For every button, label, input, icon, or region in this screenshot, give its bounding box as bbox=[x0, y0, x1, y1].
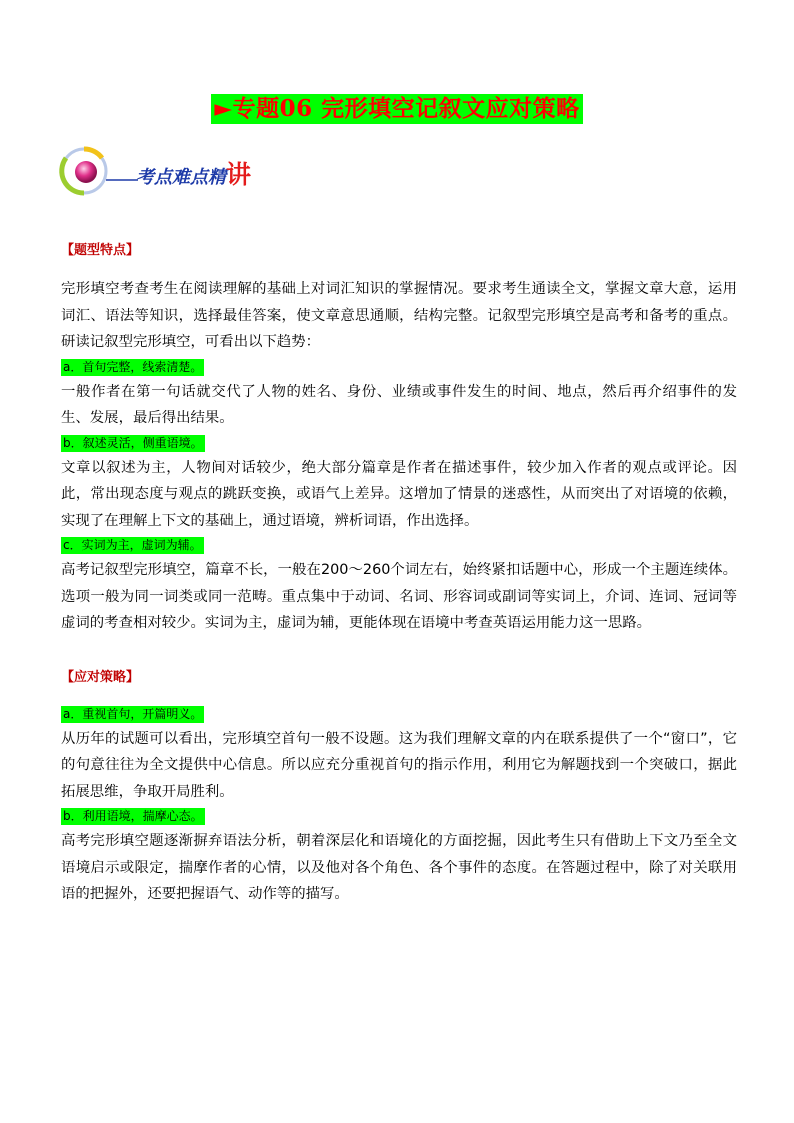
strategies-item-a bbox=[61, 703, 737, 806]
item-label: a．首句完整，线索清楚。 bbox=[63, 359, 203, 374]
page-title: ►专题06 完形填空记叙文应对策略 bbox=[211, 94, 582, 124]
content bbox=[61, 240, 737, 908]
section-banner bbox=[58, 146, 288, 196]
item-text: 高考完形填空题逐渐摒弃语法分析，朝着深层化和语境化的方面挖掘，因此考生只有借助上下文乃至全文语境启示或限定，揣摩作者的心情，以及他对各个角色、各个事件的态度。在答题过程中，除了对关联用语的把握外，还要把握语气、动作等的描写。 bbox=[61, 833, 737, 902]
item-label: c．实词为主，虚词为辅。 bbox=[63, 538, 202, 552]
features-item-a bbox=[61, 356, 737, 432]
banner-big-char: 讲 bbox=[226, 160, 252, 189]
strategies-item-b bbox=[61, 805, 737, 908]
features-item-b bbox=[61, 432, 737, 535]
item-label: b．利用语境，揣摩心态。 bbox=[63, 809, 203, 823]
item-text: 高考记叙型完形填空，篇章不长，一般在200～260个词左右，始终紧扣话题中心，形成一个主题连续体。选项一般为同一词类或同一范畴。重点集中于动词、名词、形容词或副词等实词上，介词、连词、冠词等虚词的考查相对较少。实词为主，虚词为辅，更能体现在语境中考查英语运用能力这一思路。 bbox=[61, 562, 737, 631]
section-heading-features: 【题型特点】 bbox=[61, 243, 140, 258]
features-intro: 完形填空考查考生在阅读理解的基础上对词汇知识的掌握情况。要求考生通读全文，掌握文章大意，运用词汇、语法等知识，选择最佳答案，使文章意思通顺，结构完整。记叙型完形填空是高考和备考的重点。研读记叙型完形填空，可看出以下趋势： bbox=[61, 281, 737, 350]
item-text: 从历年的试题可以看出，完形填空首句一般不设题。这为我们理解文章的内在联系提供了一个“窗口”，它的句意往往为全文提供中心信息。所以应充分重视首句的指示作用，利用它为解题找到一个突破口，据此拓展思维，争取开局胜利。 bbox=[61, 730, 737, 800]
banner-text bbox=[136, 155, 251, 191]
banner-circle-icon bbox=[58, 146, 138, 196]
section-heading-strategies: 【应对策略】 bbox=[61, 669, 140, 685]
item-text: 文章以叙述为主，人物间对话较少，绝大部分篇章是作者在描述事件，较少加入作者的观点或评论。因此，常出现态度与观点的跳跃变换，或语气上差异。这增加了情景的迷惑性，从而突出了对语境的依赖，实现了在理解上下文的基础上，通过语境，辨析词语，作出选择。 bbox=[61, 459, 737, 529]
item-label: a．重视首句，开篇明义。 bbox=[63, 706, 203, 721]
item-text: 一般作者在第一句话就交代了人物的姓名、身份、业绩或事件发生的时间、地点，然后再介绍事件的发生、发展，最后得出结果。 bbox=[61, 383, 737, 426]
title-wrap bbox=[0, 94, 794, 124]
features-item-c bbox=[61, 534, 737, 637]
item-label: b．叙述灵活，侧重语境。 bbox=[63, 435, 203, 450]
banner-label: 考点难点精 bbox=[136, 167, 226, 188]
